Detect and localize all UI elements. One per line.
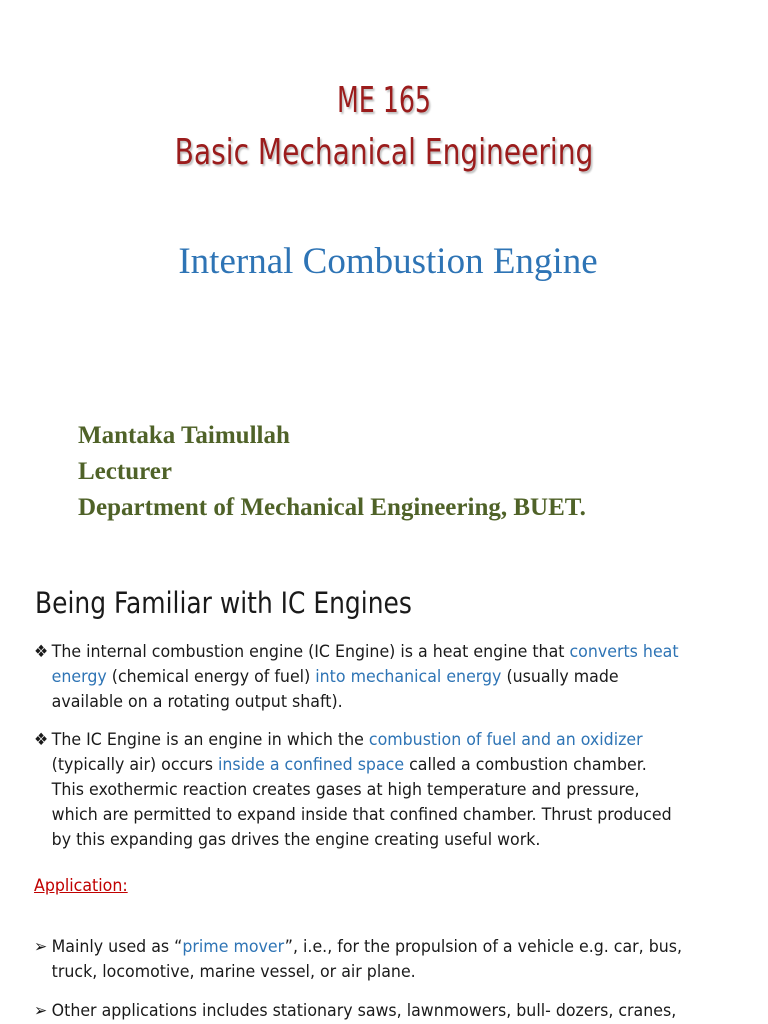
course-code: ME 165: [337, 80, 431, 121]
author-title: Lecturer: [78, 458, 172, 485]
course-name: Basic Mechanical Engineering: [174, 132, 594, 173]
application-item-1: ➢ Mainly used as “prime mover”, i.e., for the propulsion of a vehicle e.g. car, bus, truck, locomotive, marine vessel, or air plane.: [34, 937, 683, 982]
diamond-bullet-icon: ❖: [34, 730, 49, 750]
highlight: inside a confined space: [217, 755, 405, 775]
highlight: converts heat: [569, 642, 679, 662]
slide-heading: Being Familiar with IC Engines: [35, 586, 412, 620]
highlight: combustion of fuel and an oxidizer: [368, 730, 643, 750]
topic-title: Internal Combustion Engine: [178, 241, 598, 282]
arrow-bullet-icon: ➢: [34, 1001, 48, 1021]
author-name: Mantaka Taimullah: [78, 422, 290, 449]
content-slide: [0, 558, 768, 1024]
highlight: prime mover: [182, 937, 285, 957]
diamond-bullet-icon: ❖: [34, 642, 49, 662]
application-label: Application:: [34, 876, 128, 896]
arrow-bullet-icon: ➢: [34, 937, 48, 957]
highlight: into mechanical energy: [315, 667, 502, 687]
application-item-2: ➢ Other applications includes stationary saws, lawnmowers, bull- dozers, cranes,: [34, 999, 685, 1024]
department: Department of Mechanical Engineering, BUET.: [78, 494, 586, 521]
paragraph-2: ❖ The IC Engine is an engine in which the combustion of fuel and an oxidizer (typically air) occurs inside a confined space called a combustion chamber. This exothermic reaction creates gases at high temperature and pressure, which are permitted to expand inside that confined chamber. Thrust produced by this expanding gas drives the engine creating useful work.: [34, 730, 672, 850]
paragraph-1: ❖ The internal combustion engine (IC Engine) is a heat engine that converts heat energy (chemical energy of fuel) into mechanical energy (usually made available on a rotating output shaft).: [34, 642, 679, 712]
